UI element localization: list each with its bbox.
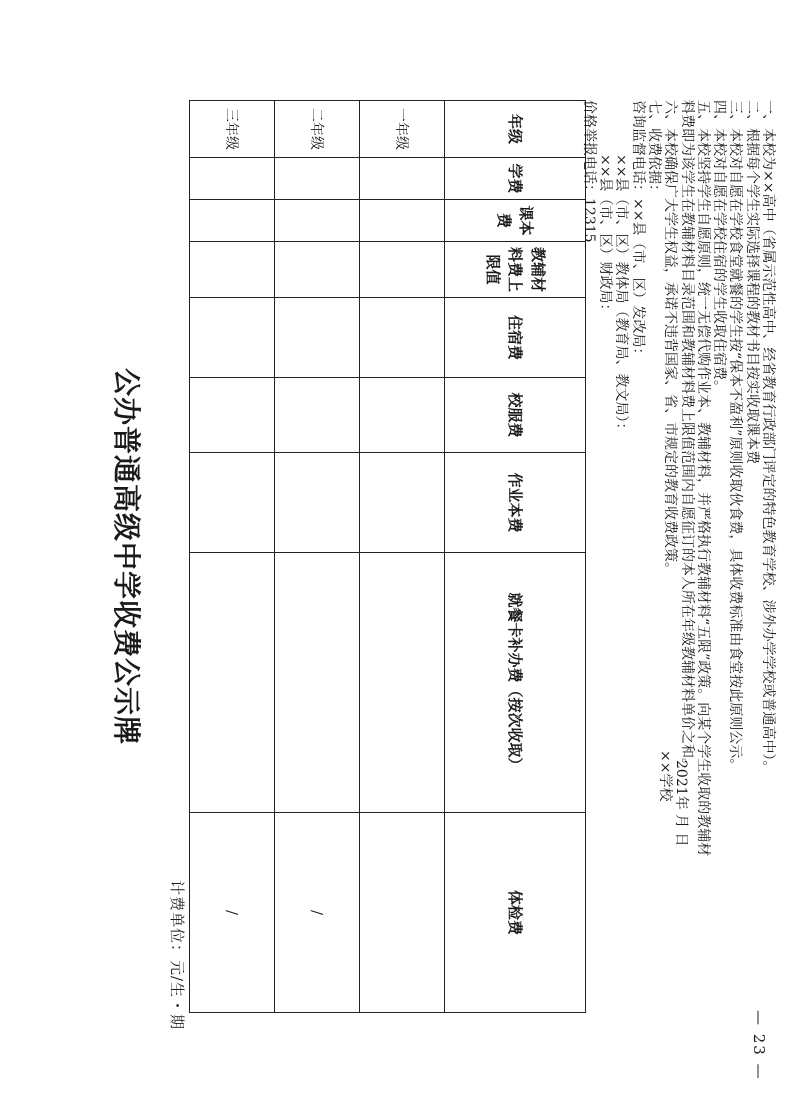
page-title: 公办普通高级中学收费公示牌 [110, 367, 143, 745]
cell [275, 200, 360, 242]
table-row [360, 101, 445, 1013]
note-line: 四、本校对自愿在学校住宿的学生收取住宿费。 [711, 100, 728, 394]
school-name: ××学校 [657, 750, 673, 802]
cell [190, 378, 275, 453]
cell [275, 453, 360, 553]
note-line: 六、本校确保广大学生权益，承诺不违背国家、省、市规定的教育收费政策。 [662, 100, 679, 576]
note-line: 三、本校对自愿在学校食堂就餐的学生按“保本不盈利”原则收取伙食费，具体收费标准由食堂按此原则公示。 [727, 100, 744, 773]
note-line: 五、本校坚持学生自愿原则，统一无偿代购作业本、教辅材料，并严格执行教辅材料“五限”政策。向某个学生收取的教辅材 [694, 100, 711, 857]
note-line: 咨询监督电话：××县（市、区）发改局： [629, 100, 646, 362]
header-textbook-fee: 课本费 [445, 200, 586, 242]
note-line: ××县（市、区）财政局： [597, 154, 614, 318]
note-line: ××县（市、区）教体局（教育局、教文局）： [613, 154, 630, 437]
cell [190, 200, 275, 242]
cell-exam-fee: / [275, 813, 360, 1013]
note-line: 一、本校为××高中（省属示范性高中、经省教育行政部门评定的特色教育学校、涉外办学学校或普通高中）。 [760, 100, 776, 775]
header-tuition: 学费 [445, 158, 586, 200]
table-row [275, 101, 360, 1013]
row-grade: 二年级 [275, 101, 360, 158]
cell [360, 298, 445, 378]
cell [360, 200, 445, 242]
cell [190, 298, 275, 378]
cell [190, 553, 275, 813]
cell-exam-fee: / [190, 813, 275, 1013]
note-line: 七、收费依据： [645, 100, 662, 198]
header-physical-exam-fee: 体检费 [445, 813, 586, 1013]
cell [275, 378, 360, 453]
table-row [190, 101, 275, 1013]
header-workbook-fee: 作业本费 [445, 453, 586, 553]
cell-exam-fee [360, 813, 445, 1013]
cell [360, 453, 445, 553]
row-grade: 一年级 [360, 101, 445, 158]
notes-section [580, 100, 776, 1030]
table-header-row [445, 101, 586, 1013]
header-materials-fee-cap: 教辅材料费上限值 [445, 242, 586, 298]
cell [275, 298, 360, 378]
note-line: 价格举报电话：12315 [580, 100, 597, 243]
cell [275, 242, 360, 298]
cell [360, 158, 445, 200]
unit-label: 计费单位：元/生・期 [168, 880, 186, 1031]
header-accommodation-fee: 住宿费 [445, 298, 586, 378]
page-number: — 23 — [750, 1010, 768, 1081]
cell [275, 553, 360, 813]
cell [190, 453, 275, 553]
cell [360, 553, 445, 813]
cell [190, 158, 275, 200]
row-grade: 三年级 [190, 101, 275, 158]
note-line: 料费即为该学生在教辅材料目录范围和教辅材料费上限值范围内自愿征订的本人所在年级教辅材料单价之和。 [678, 100, 695, 772]
header-meal-card-fee: 就餐卡补办费（按次收取） [445, 553, 586, 813]
cell [360, 378, 445, 453]
fee-table [189, 100, 586, 1013]
note-line: 二、根据每个学生实际选择课程的教材书目按实收取课本费 [743, 100, 760, 464]
cell [190, 242, 275, 298]
header-uniform-fee: 校服费 [445, 378, 586, 453]
date-line: 2021年 月 日 [673, 760, 689, 847]
cell [360, 242, 445, 298]
header-grade: 年级 [445, 101, 586, 158]
cell [275, 158, 360, 200]
